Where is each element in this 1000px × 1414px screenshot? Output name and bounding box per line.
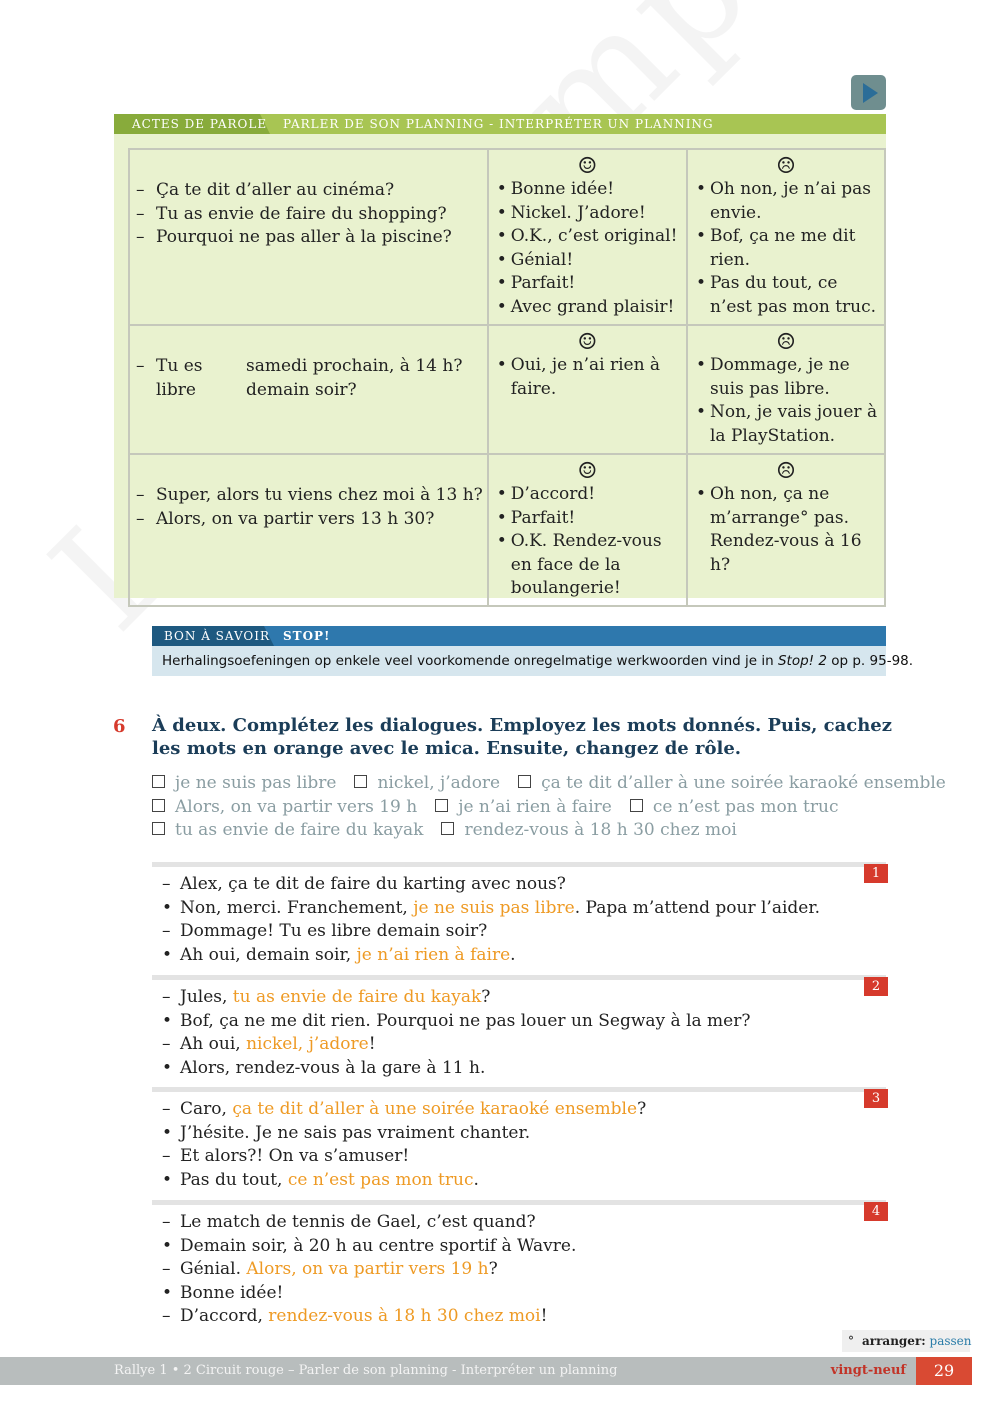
play-icon <box>863 83 878 103</box>
bon-a-savoir-tag: BON À SAVOIR <box>164 629 271 643</box>
positive-reply: • Parfait! <box>496 507 576 528</box>
divider <box>152 1200 886 1205</box>
checkbox-icon[interactable] <box>152 775 165 788</box>
dialogue-line: – Le match de tennis de Gael, c’est quand? <box>162 1212 536 1232</box>
answer-word: tu as envie de faire du kayak <box>232 987 482 1007</box>
negative-reply: • Pas du tout, ce n’est pas mon truc. <box>695 273 877 317</box>
answer-word: je ne suis pas libre <box>413 897 575 918</box>
dialogue-line: • Alors, rendez-vous à la gare à 11 h. <box>162 1057 486 1078</box>
answer-word: Alors, on va partir vers 19 h <box>246 1259 489 1279</box>
page-number: 29 <box>916 1357 972 1385</box>
footer-chapter: Rallye 1 • 2 Circuit rouge – Parler de son planning - Interpréter un planning <box>114 1363 618 1378</box>
table-row <box>129 325 885 454</box>
smiley-sad-icon: ☹ <box>776 330 796 355</box>
bon-a-savoir-text: Herhalingsoefeningen op enkele veel voorkomende onregelmatige werkwoorden vind je in Stop! 2 op p. 95-98. <box>152 646 886 676</box>
checkbox-icon[interactable] <box>518 775 531 788</box>
dialogue-line: • Bonne idée! <box>162 1282 284 1303</box>
dialogue-line: • Pas du tout, ce n’est pas mon truc. <box>162 1169 479 1190</box>
checkbox-icon[interactable] <box>152 799 165 812</box>
negative-reply: • Oh non, ça ne m’arrange° pas. Rendez-vous à 16 h? <box>695 484 862 575</box>
smiley-happy-icon: ☺ <box>577 154 598 179</box>
dialogue-4 <box>152 1200 886 1330</box>
word-option[interactable]: tu as envie de faire du kayak <box>152 820 423 840</box>
checkbox-icon[interactable] <box>435 799 448 812</box>
positive-reply: • Bonne idée! <box>496 179 615 199</box>
negative-reply: • Non, je vais jouer à la PlayStation. <box>695 402 878 446</box>
word-option[interactable]: rendez-vous à 18 h 30 chez moi <box>441 820 736 840</box>
play-button[interactable] <box>851 75 886 110</box>
checkbox-icon[interactable] <box>441 822 454 835</box>
word-option[interactable]: je ne suis pas libre <box>152 773 336 793</box>
dialogue-line: • Bof, ça ne me dit rien. Pourquoi ne pas louer un Segway à la mer? <box>162 1010 751 1031</box>
answer-word: je n’ai rien à faire <box>356 944 511 965</box>
dialogue-number: 1 <box>864 864 888 883</box>
divider <box>152 975 886 980</box>
dialogue-line: – Et alors?! On va s’amuser! <box>162 1146 410 1166</box>
word-row <box>152 772 964 796</box>
word-option[interactable]: je n’ai rien à faire <box>435 797 612 817</box>
negative-cell <box>687 149 885 325</box>
answer-word: nickel, j’adore <box>246 1034 369 1054</box>
checkbox-icon[interactable] <box>354 775 367 788</box>
negative-reply: • Bof, ça ne me dit rien. <box>695 226 856 270</box>
divider <box>152 1087 886 1092</box>
dialogue-line: – Ah oui, nickel, j’adore! <box>162 1034 376 1054</box>
table-row <box>129 454 885 606</box>
dialogue-line: – Jules, tu as envie de faire du kayak? <box>162 987 491 1007</box>
smiley-happy-icon: ☺ <box>577 459 598 484</box>
questions-cell <box>129 149 488 325</box>
word-bank <box>152 772 964 843</box>
footer-page-word: vingt-neuf <box>830 1363 906 1378</box>
question-prefix: Tu es libre <box>156 356 203 400</box>
exercise-number: 6 <box>113 716 126 737</box>
positive-reply: • Nickel. J’adore! <box>496 202 646 223</box>
smiley-sad-icon: ☹ <box>776 459 796 484</box>
table-row <box>129 149 885 325</box>
speech-acts-topic: PARLER DE SON PLANNING - INTERPRÉTER UN PLANNING <box>283 117 714 131</box>
word-option[interactable]: ça te dit d’aller à une soirée karaoké ensemble <box>518 773 946 793</box>
questions-cell <box>129 325 488 454</box>
speech-acts-box <box>114 114 886 598</box>
question-item: – Ça te dit d’aller au cinéma? <box>136 180 395 200</box>
dialogue-line: • Demain soir, à 20 h au centre sportif à Wavre. <box>162 1235 577 1256</box>
dialogue-number: 4 <box>864 1202 888 1221</box>
speech-acts-table <box>128 148 886 607</box>
positive-reply: • Avec grand plaisir! <box>496 296 675 317</box>
positive-cell <box>488 454 687 606</box>
negative-reply: • Oh non, je n’ai pas envie. <box>695 179 872 223</box>
dialogue-2 <box>152 975 886 1085</box>
checkbox-icon[interactable] <box>152 822 165 835</box>
bon-a-savoir-header <box>152 626 886 646</box>
smiley-happy-icon: ☺ <box>577 330 598 355</box>
dialogue-number: 2 <box>864 977 888 996</box>
word-row <box>152 796 964 820</box>
question-item: – Alors, on va partir vers 13 h 30? <box>136 508 435 529</box>
speech-acts-header <box>114 114 886 134</box>
checkbox-icon[interactable] <box>630 799 643 812</box>
positive-reply: • Oui, je n’ai rien à faire. <box>496 355 661 399</box>
question-option: samedi prochain, à 14 h? <box>246 356 463 376</box>
dialogue-1 <box>152 862 886 972</box>
positive-reply: • Génial! <box>496 249 574 270</box>
dialogue-line: • Ah oui, demain soir, je n’ai rien à faire. <box>162 944 516 965</box>
divider <box>152 862 886 867</box>
dialogue-line: – Dommage! Tu es libre demain soir? <box>162 921 488 941</box>
answer-word: ce n’est pas mon truc <box>287 1169 474 1190</box>
positive-cell <box>488 325 687 454</box>
question-item: – Pourquoi ne pas aller à la piscine? <box>136 227 452 247</box>
answer-word: rendez-vous à 18 h 30 chez moi <box>268 1306 541 1326</box>
question-item: – Tu es libre samedi prochain, à 14 h? demain soir? <box>134 355 483 402</box>
dialogue-line: – Génial. Alors, on va partir vers 19 h? <box>162 1259 498 1279</box>
questions-cell <box>129 454 488 606</box>
speech-acts-tag: ACTES DE PAROLE <box>132 117 268 131</box>
dialogue-line: • Non, merci. Franchement, je ne suis pas libre. Papa m’attend pour l’aider. <box>162 897 821 918</box>
positive-reply: • O.K. Rendez-vous en face de la boulangerie! <box>496 531 662 598</box>
question-item: – Super, alors tu viens chez moi à 13 h? <box>136 485 483 505</box>
page-footer <box>0 1357 972 1385</box>
answer-word: ça te dit d’aller à une soirée karaoké ensemble <box>232 1099 638 1119</box>
bon-a-savoir-topic: STOP! <box>283 629 331 643</box>
dialogue-line: • J’hésite. Je ne sais pas vraiment chanter. <box>162 1122 531 1143</box>
word-option[interactable]: Alors, on va partir vers 19 h <box>152 797 417 817</box>
exercise-instruction: À deux. Complétez les dialogues. Employez les mots donnés. Puis, cachez les mots en orange avec le mica. Ensuite, changez de rôle. <box>152 715 892 759</box>
smiley-sad-icon: ☹ <box>776 154 796 179</box>
dialogue-3 <box>152 1087 886 1197</box>
negative-cell <box>687 325 885 454</box>
word-option[interactable]: ce n’est pas mon truc <box>630 797 839 817</box>
positive-reply: • Parfait! <box>496 273 576 293</box>
positive-reply: • O.K., c’est original! <box>496 226 678 246</box>
question-option: demain soir? <box>246 379 357 400</box>
word-row <box>152 819 964 843</box>
negative-cell <box>687 454 885 606</box>
dialogue-number: 3 <box>864 1089 888 1108</box>
positive-reply: • D’accord! <box>496 484 596 504</box>
negative-reply: • Dommage, je ne suis pas libre. <box>695 355 850 399</box>
dialogue-line: – Alex, ça te dit de faire du karting avec nous? <box>162 874 566 894</box>
word-option[interactable]: nickel, j’adore <box>354 773 500 793</box>
question-item: – Tu as envie de faire du shopping? <box>136 203 447 224</box>
positive-cell <box>488 149 687 325</box>
dialogue-line: – Caro, ça te dit d’aller à une soirée karaoké ensemble? <box>162 1099 647 1119</box>
dialogue-line: – D’accord, rendez-vous à 18 h 30 chez moi! <box>162 1306 548 1326</box>
footnote: ° arranger: passen <box>842 1330 970 1352</box>
